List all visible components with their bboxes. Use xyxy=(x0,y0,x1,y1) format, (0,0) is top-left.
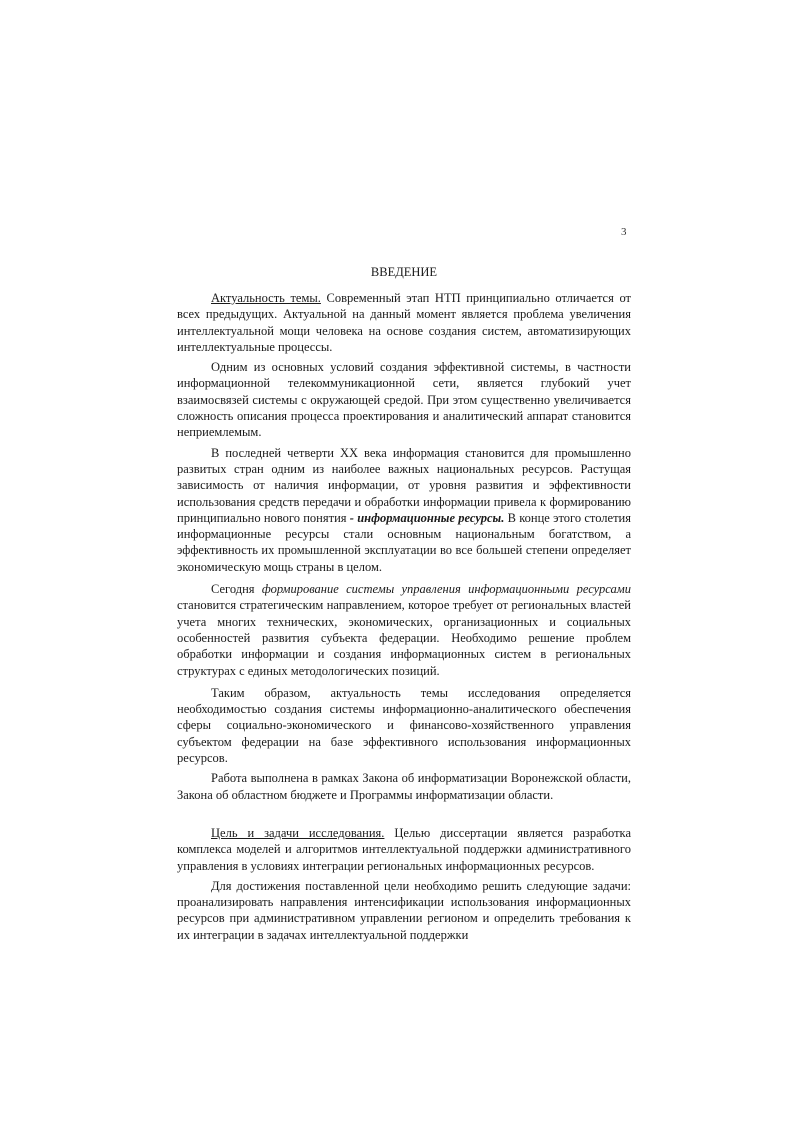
paragraph-text: Сегодня xyxy=(211,582,262,597)
document-body xyxy=(177,264,631,943)
paragraph-text: становится стратегическим направлением, которое требует от региональных властей учета многих технических, экономических, организационных и социальных особенностей развития субъекта федерации. Необходимо решение проблем обработки информации и создания информационных систем в региональных структурах с единых методологических позиций. xyxy=(177,598,631,678)
section-heading-goals: Цель и задачи исследования. xyxy=(211,825,385,840)
italic-term: формирование системы управления информационными ресурсами xyxy=(261,582,631,597)
paragraph-text: Целью диссертации является разработка комплекса моделей и алгоритмов интеллектуальной поддержки административного управления в условиях интеграции региональных информационных ресурсов. xyxy=(177,825,631,873)
paragraph-goals xyxy=(177,825,631,874)
page-title: ВВЕДЕНИЕ xyxy=(370,265,438,279)
page-number: 3 xyxy=(621,226,627,238)
paragraph-text: В последней четверти XX века информация становится для промышленно развитых стран одним из наиболее важных национальных ресурсов. Растущая зависимость от наличия информации, от уровня развития и эффективности использования средств передачи и обработки информации привела к формированию принципиально нового понятия xyxy=(177,445,631,525)
paragraph-management-system xyxy=(177,581,631,679)
section-heading-relevance: Актуальность темы. xyxy=(211,291,321,305)
paragraph-text: В конце этого столетия информационные ресурсы стали основным национальным богатством, а эффективность их промышленной эксплуатации во все большей степени определяет экономическую мощь страны в целом. xyxy=(177,510,631,574)
paragraph-text: Современный этап НТП принципиально отличается от всех предыдущих. Актуальной на данный момент является проблема увеличения интеллектуальной мощи человека на основе создания систем, автоматизирующих интеллектуальные процессы. xyxy=(177,291,631,354)
paragraph-legal-basis: Работа выполнена в рамках Закона об информатизации Воронежской области, Закона об областном бюджете и Программы информатизации области. xyxy=(177,771,631,802)
paragraph-conclusion: Таким образом, актуальность темы исследования определяется необходимостью создания системы информационно-аналитического обеспечения сферы социально-экономического и финансово-хозяйственного управления субъектом федерации на базе эффективного использования информационных ресурсов. xyxy=(177,685,631,766)
paragraph-tasks: Для достижения поставленной цели необходимо решить следующие задачи: проанализировать направления интенсификации использования информационных ресурсов при административном управлении регионом и определить требования к их интеграции в задачах интеллектуальной поддержки xyxy=(177,878,631,942)
paragraph-conditions: Одним из основных условий создания эффективной системы, в частности информационной телекоммуникационной сети, является глубокий учет взаимосвязей системы с окружающей средой. При этом существенно увеличивается сложность описания процесса проектирования и аналитический аппарат становится неприемлемым. xyxy=(177,360,631,440)
paragraph-information-resources xyxy=(177,445,631,575)
emphasis-term: - информационные ресурсы. xyxy=(349,510,505,525)
paragraph-relevance xyxy=(177,290,631,355)
